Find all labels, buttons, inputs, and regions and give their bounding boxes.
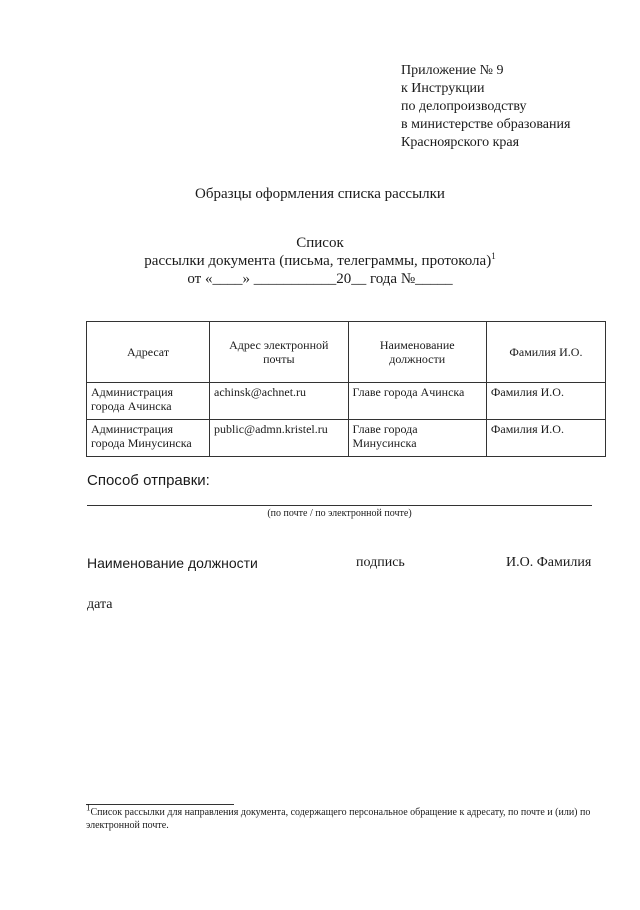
cell-addressee: Администрация города Ачинска <box>87 383 210 420</box>
appendix-line: Приложение № 9 <box>401 63 504 78</box>
table-row <box>87 383 606 420</box>
appendix-line: в министерстве образования <box>401 117 571 132</box>
cell-email: public@admn.kristel.ru <box>210 420 349 457</box>
list-title: Список <box>296 235 344 251</box>
cell-addressee: Администрация города Минусинска <box>87 420 210 457</box>
signature-position: Наименование должности <box>87 555 258 571</box>
footnote-text: Список рассылки для направления документа, содержащего персональное обращение к адресату, по почте и (или) по электронной почте. <box>86 807 591 831</box>
table-row <box>87 420 606 457</box>
cell-email: achinsk@achnet.ru <box>210 383 349 420</box>
appendix-block <box>401 62 570 152</box>
list-subtitle <box>0 252 640 270</box>
mailing-table <box>86 321 606 457</box>
list-subtitle-text: рассылки документа (письма, телеграммы, протокола) <box>144 253 492 269</box>
sending-method-line <box>87 505 592 506</box>
date-label: дата <box>87 597 113 612</box>
table-header-row <box>87 322 606 383</box>
signature-name: И.О. Фамилия <box>506 555 592 570</box>
appendix-line: по делопроизводству <box>401 99 527 114</box>
list-date-number: от «____» ___________20__ года №_____ <box>187 271 453 287</box>
signature-sign: подпись <box>356 555 405 570</box>
sending-method-hint: (по почте / по электронной почте) <box>267 508 412 519</box>
sending-method-label: Способ отправки: <box>87 472 210 489</box>
header-name: Фамилия И.О. <box>486 322 605 383</box>
appendix-line: к Инструкции <box>401 81 485 96</box>
list-header <box>0 234 640 288</box>
header-email: Адрес электронной почты <box>210 322 349 383</box>
cell-name: Фамилия И.О. <box>486 420 605 457</box>
appendix-line: Красноярского края <box>401 135 520 150</box>
footnote <box>86 802 596 832</box>
footnote-reference: 1 <box>491 251 496 261</box>
footnote-separator <box>86 804 234 805</box>
samples-title: Образцы оформления списка рассылки <box>195 186 445 202</box>
header-addressee: Адресат <box>87 322 210 383</box>
cell-position: Главе города Ачинска <box>348 383 486 420</box>
cell-position: Главе города Минусинска <box>348 420 486 457</box>
cell-name: Фамилия И.О. <box>486 383 605 420</box>
header-position: Наименование должности <box>348 322 486 383</box>
footnote-mark: 1 <box>86 802 91 813</box>
